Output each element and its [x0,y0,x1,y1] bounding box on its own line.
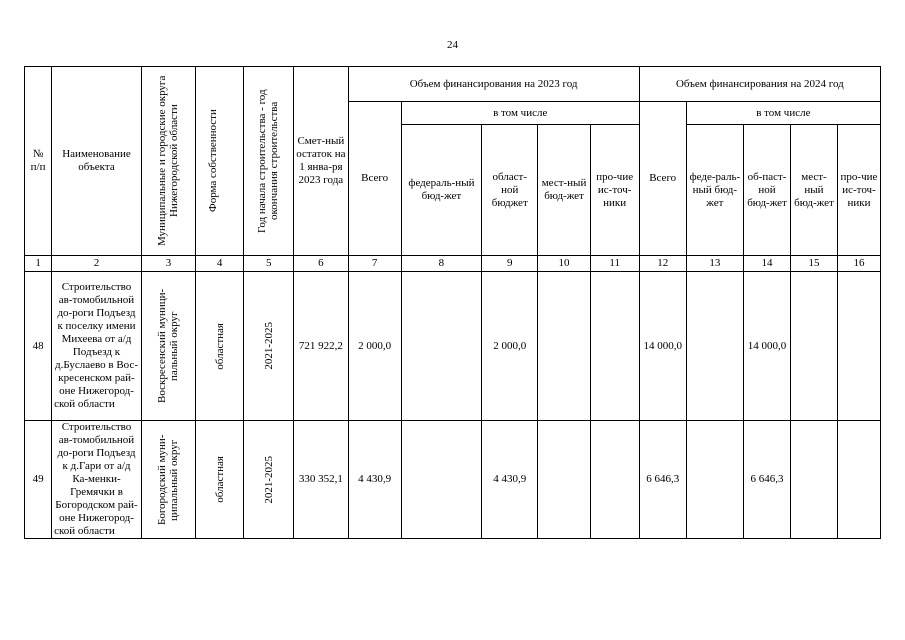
header-district: Муниципальные и городские округа Нижегородской области [141,67,195,256]
column-number: 4 [196,256,244,272]
financing-table [24,66,881,539]
column-number: 15 [791,256,838,272]
column-number: 12 [639,256,686,272]
table-row [25,421,881,539]
remaining-cell: 721 922,2 [294,272,348,421]
column-number: 10 [538,256,590,272]
local-2024-cell [791,272,838,421]
column-number: 1 [25,256,52,272]
regional-2024-cell: 6 646,3 [744,421,791,539]
header-group-2024: Объем финансирования на 2024 год [639,67,880,102]
object-name: Строительство ав-томобильной до-роги Подъезд к поселку имени Михеева от а/д Подъезд к д.Буслаево в Вос-кресенском рай-оне Нижегород-ской области [52,272,142,421]
column-numbers-row [25,256,881,272]
header-group-2023: Объем финансирования на 2023 год [348,67,639,102]
header-other-2024: про-чие ис-точ-ники [837,125,880,256]
header-name: Наименование объекта [52,67,142,256]
header-regional-2023: област-ной бюджет [482,125,538,256]
table-row [25,272,881,421]
local-2023-cell [538,421,590,539]
years-cell: 2021-2025 [244,272,294,421]
total-2023-cell: 2 000,0 [348,272,401,421]
other-2024-cell [837,421,880,539]
page-number: 24 [447,39,458,51]
header-including-2023: в том числе [401,102,639,125]
ownership-cell: областная [196,272,244,421]
row-num: 48 [25,272,52,421]
header-including-2024: в том числе [686,102,880,125]
column-number: 8 [401,256,481,272]
header-row-1 [25,67,881,102]
object-name: Строительство ав-томобильной до-роги Подъезд к д.Гари от а/д Ка-менки-Гремячки в Богородском рай-оне Нижегород-ской области [52,421,142,539]
header-federal-2024: феде-раль-ный бюд-жет [686,125,743,256]
column-number: 6 [294,256,348,272]
header-total-2024: Всего [639,102,686,256]
header-remaining: Смет-ный остаток на 1 янва-ря 2023 года [294,67,348,256]
column-number: 5 [244,256,294,272]
total-2023-cell: 4 430,9 [348,421,401,539]
header-years: Год начала строительства - год окончания строительства [244,67,294,256]
column-number: 7 [348,256,401,272]
header-regional-2024: об-паст-ной бюд-жет [744,125,791,256]
column-number: 16 [837,256,880,272]
federal-2024-cell [686,421,743,539]
total-2024-cell: 6 646,3 [639,421,686,539]
federal-2023-cell [401,421,481,539]
district-cell: Воскресенский муници-пальный округ [141,272,195,421]
local-2023-cell [538,272,590,421]
ownership-cell: областная [196,421,244,539]
header-federal-2023: федераль-ный бюд-жет [401,125,481,256]
regional-2023-cell: 4 430,9 [482,421,538,539]
federal-2024-cell [686,272,743,421]
federal-2023-cell [401,272,481,421]
regional-2024-cell: 14 000,0 [744,272,791,421]
column-number: 3 [141,256,195,272]
column-number: 9 [482,256,538,272]
remaining-cell: 330 352,1 [294,421,348,539]
regional-2023-cell: 2 000,0 [482,272,538,421]
other-2023-cell [590,421,639,539]
district-cell: Богородский муни-ципальный округ [141,421,195,539]
local-2024-cell [791,421,838,539]
other-2023-cell [590,272,639,421]
row-num: 49 [25,421,52,539]
years-cell: 2021-2025 [244,421,294,539]
other-2024-cell [837,272,880,421]
total-2024-cell: 14 000,0 [639,272,686,421]
header-other-2023: про-чие ис-точ-ники [590,125,639,256]
header-local-2024: мест-ный бюд-жет [791,125,838,256]
header-local-2023: мест-ный бюд-жет [538,125,590,256]
header-num: № п/п [25,67,52,256]
column-number: 2 [52,256,142,272]
column-number: 11 [590,256,639,272]
header-ownership: Форма собственности [196,67,244,256]
column-number: 13 [686,256,743,272]
header-total-2023: Всего [348,102,401,256]
column-number: 14 [744,256,791,272]
